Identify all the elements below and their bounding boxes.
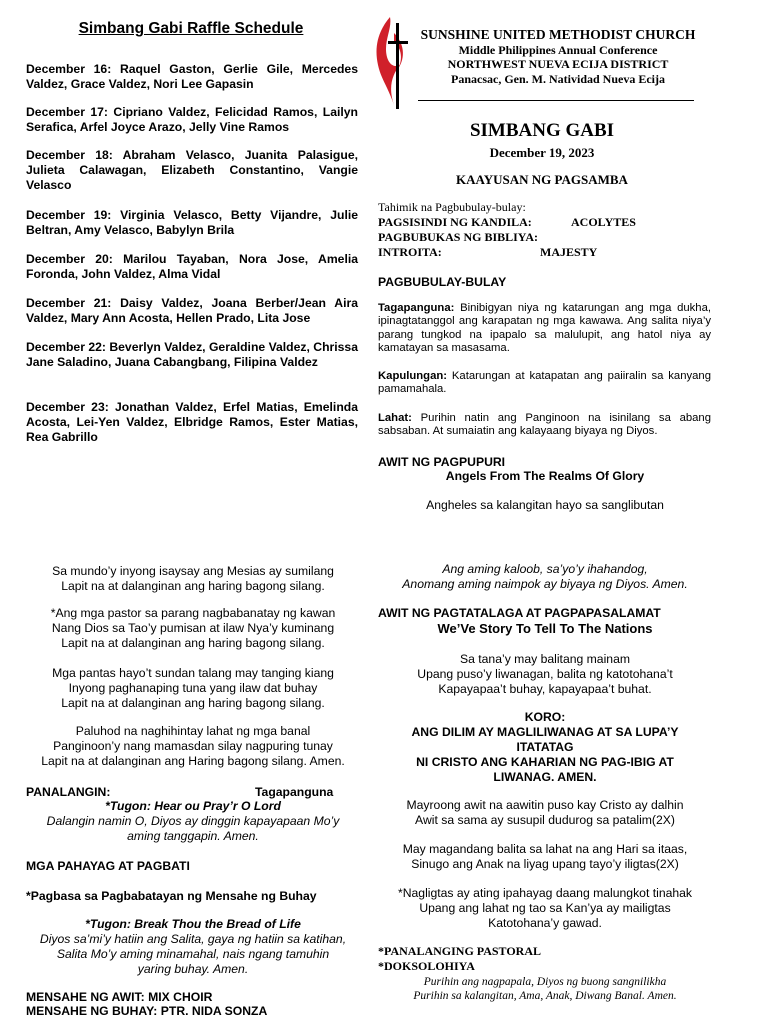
song-verse <box>26 606 360 651</box>
cross-and-flame-logo-icon <box>374 13 410 109</box>
verse-line: *Nagligtas ay ating ipahayag daang malungkot tinahak <box>397 886 693 900</box>
pagtatalaga-song-title: We’Ve Story To Tell To The Nations <box>437 621 653 636</box>
song-verse <box>378 842 712 872</box>
doksolohiya-text <box>378 975 712 1003</box>
verse-line: Kapayapaa’t buhay, kapayapaa’t buhat. <box>438 682 652 696</box>
pagbasa-heading: *Pagbasa sa Pagbabatayan ng Mensahe ng Buhay <box>26 889 317 903</box>
tugon-response: *Tugon: Break Thou the Bread of Life <box>85 917 301 931</box>
chorus <box>378 710 712 785</box>
header-divider <box>418 100 694 101</box>
verse-line: Sa mundo’y inyong isaysay ang Mesias ay sumilang <box>52 564 334 578</box>
conference-name: Middle Philippines Annual Conference <box>458 43 658 57</box>
chorus-line: LIWANAG. AMEN. <box>493 770 597 784</box>
verse-line: Mayroong awit na aawitin puso kay Cristo ay dalhin <box>406 798 684 812</box>
introita-label: INTROITA: <box>378 245 442 259</box>
tugon-text <box>26 814 360 844</box>
verse-line: Lapit na at dalanginan ang Haring bagong silang. Amen. <box>41 754 345 768</box>
raffle-title: Simbang Gabi Raffle Schedule <box>78 20 304 37</box>
song-verse <box>26 666 360 711</box>
raffle-entry: December 22: Beverlyn Valdez, Geraldine Valdez, Chrissa Jane Saladino, Juana Cabangbang, Filipina Valdez <box>26 340 358 369</box>
bibliya-label: PAGBUBUKAS NG BIBLIYA: <box>378 230 539 244</box>
doksolohiya-line: Purihin sa kalangitan, Ama, Anak, Diwang Banal. Amen. <box>413 990 677 1002</box>
tugon-line: Diyos sa’mi’y hatiin ang Salita, gaya ng hatiin sa katihan, <box>39 932 347 946</box>
tugon-response: *Tugon: Hear ou Pray’r O Lord <box>105 799 281 813</box>
chorus-line: ITATATAG <box>516 740 574 754</box>
district-name: NORTHWEST NUEVA ECIJA DISTRICT <box>447 57 669 71</box>
pagbubulay-heading: PAGBUBULAY-BULAY <box>378 275 507 289</box>
chorus-line: NI CRISTO ANG KAHARIAN NG PAG-IBIG AT <box>416 755 674 769</box>
tugon-line: Salita Mo’y aming minamahal, nais ngang tamuhin <box>56 947 330 961</box>
verse-line: Upang puso’y liwanagan, balita ng katotohana’t <box>417 667 673 681</box>
panalangin-pastoral-heading: *PANALANGING PASTORAL <box>378 944 542 958</box>
pagpupuri-heading: AWIT NG PAGPUPURI <box>378 455 506 469</box>
pagtatalaga-heading: AWIT NG PAGTATALAGA AT PAGPAPASALAMAT <box>378 606 661 620</box>
raffle-entry: December 17: Cipriano Valdez, Felicidad Ramos, Lailyn Serafica, Arfel Joyce Arazo, Jelly Vine Ramos <box>26 105 358 134</box>
order-of-worship-title: KAAYUSAN NG PAGSAMBA <box>456 172 628 187</box>
pagpupuri-line: Angheles sa kalangitan hayo sa sanglibutan <box>426 498 664 512</box>
verse-line: Sa tana’y may balitang mainam <box>459 652 631 666</box>
verse-line: Lapit na at dalanginan ang haring bagong silang. <box>61 636 325 650</box>
kapulungan-paragraph <box>378 370 711 397</box>
verse-line: Sinugo ang Anak na liyag upang tayo’y iligtas(2X) <box>411 857 679 871</box>
tahimik-line: Tahimik na Pagbubulay-bulay: <box>378 200 526 214</box>
verse-line: Lapit na at dalanginan ang haring bagong silang. <box>61 696 325 710</box>
kapulungan-label: Kapulungan: <box>378 370 448 382</box>
verse-line: Panginoon’y nang mamasdan silay nagpuring tunay <box>53 739 333 753</box>
verse-line: Upang ang lahat ng tao sa Kan’ya ay mailigtas <box>419 901 671 915</box>
song-verse <box>26 724 360 769</box>
event-date: December 19, 2023 <box>489 145 595 160</box>
song-verse <box>378 886 712 931</box>
raffle-entry: December 23: Jonathan Valdez, Erfel Matias, Emelinda Acosta, Lei-Yen Valdez, Elbridge Ramos, Ester Matias, Rea Gabrillo <box>26 400 358 444</box>
tugon-text <box>26 932 360 977</box>
song-verse <box>26 564 360 594</box>
verse-line: Paluhod na naghihintay lahat ng mga banal <box>75 724 311 738</box>
tagapanguna-text: Binibigyan niya ng katarungan ang mga dukha, ipinagtatanggol ang karapatan ng mga kawawa. Ang salita niya’y parang tungkod na ipapalo sa malulupit, ang hatol niya ay kamatayan sa masasama. <box>378 302 711 355</box>
verse-line: May magandang balita sa lahat na ang Hari sa itaas, <box>402 842 688 856</box>
panalangin-value: Tagapanguna <box>255 785 334 799</box>
kandila-label: PAGSISINDI NG KANDILA: <box>378 215 532 229</box>
mensahe-buhay: MENSAHE NG BUHAY: PTR. NIDA SONZA <box>26 1004 268 1018</box>
offering-line: Anomang aming naimpok ay biyaya ng Diyos. Amen. <box>402 577 688 591</box>
church-address: Panacsac, Gen. M. Natividad Nueva Ecija <box>451 72 665 86</box>
raffle-entry: December 19: Virginia Velasco, Betty Vijandre, Julie Beltran, Amy Velasco, Babylyn Brila <box>26 208 358 237</box>
lahat-text: Purihin natin ang Panginoon na isinilang sa abang sabsaban. At sumaiatin ang kalayaang biyaya ng Diyos. <box>378 412 711 438</box>
offering-line: Ang aming kaloob, sa’yo’y ihahandog, <box>442 562 648 576</box>
kandila-value: ACOLYTES <box>571 215 636 229</box>
pahayag-heading: MGA PAHAYAG AT PAGBATI <box>26 859 190 873</box>
mensahe-awit: MENSAHE NG AWIT: MIX CHOIR <box>26 990 213 1004</box>
church-name: SUNSHINE UNITED METHODIST CHURCH <box>420 27 696 42</box>
lahat-label: Lahat: <box>378 412 412 424</box>
verse-line: Awit sa sama ay susupil dudurog sa patalim(2X) <box>415 813 675 827</box>
song-verse <box>378 798 712 828</box>
verse-line: Mga pantas hayo’t sundan talang may tanging kiang <box>52 666 334 680</box>
tugon-line: yaring buhay. Amen. <box>137 962 249 976</box>
introita-value: MAJESTY <box>540 245 598 259</box>
verse-line: Lapit na at dalanginan ang haring bagong silang. <box>61 579 325 593</box>
chorus-line: ANG DILIM AY MAGLILIWANAG AT SA LUPA’Y <box>411 725 679 739</box>
verse-line: *Ang mga pastor sa parang nagbabanatay ng kawan <box>50 606 336 620</box>
kapulungan-text: Katarungan at katapatan ang paiiralin sa kanyang pamamahala. <box>378 370 711 396</box>
raffle-entry: December 18: Abraham Velasco, Juanita Palasigue, Julieta Calawagan, Elizabeth Constantino, Vangie Velasco <box>26 148 358 192</box>
pagpupuri-song-title: Angels From The Realms Of Glory <box>445 469 645 483</box>
doksolohiya-heading: *DOKSOLOHIYA <box>378 959 475 973</box>
doksolohiya-line: Purihin ang nagpapala, Diyos ng buong sangnilikha <box>423 976 667 988</box>
verse-line: Katotohana’y gawad. <box>488 916 602 930</box>
verse-line: Inyong paghanaping tuna yang ilaw dat buhay <box>68 681 318 695</box>
verse-line: Nang Dios sa Tao’y pumisan at ilaw Nya’y kuminang <box>51 621 335 635</box>
raffle-entry: December 20: Marilou Tayaban, Nora Jose, Amelia Foronda, John Valdez, Alma Vidal <box>26 252 358 281</box>
chorus-label: KORO: <box>524 710 566 724</box>
tagapanguna-paragraph <box>378 302 711 356</box>
tagapanguna-label: Tagapanguna: <box>378 302 455 314</box>
raffle-entry: December 21: Daisy Valdez, Joana Berber/Jean Aira Valdez, Mary Ann Acosta, Hellen Prado, Lita Jose <box>26 296 358 325</box>
lahat-paragraph <box>378 412 711 439</box>
event-title: SIMBANG GABI <box>469 120 615 141</box>
song-verse <box>378 652 712 697</box>
tugon-line: aming tanggapin. Amen. <box>127 829 259 843</box>
raffle-entry: December 16: Raquel Gaston, Gerlie Gile, Mercedes Valdez, Grace Valdez, Nori Lee Gapasin <box>26 62 358 91</box>
tugon-line: Dalangin namin O, Diyos ay dinggin kapayapaan Mo’y <box>46 814 340 828</box>
panalangin-label: PANALANGIN: <box>26 785 111 799</box>
offering-response <box>378 562 712 592</box>
